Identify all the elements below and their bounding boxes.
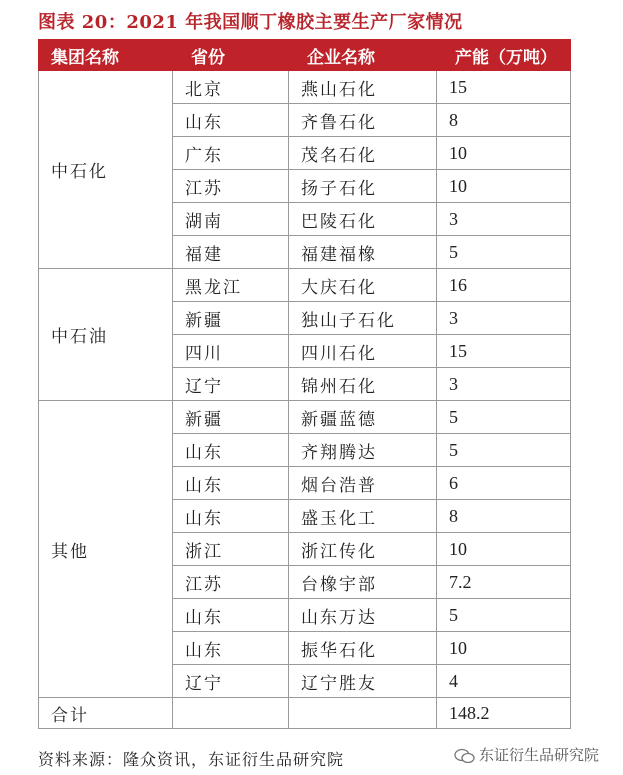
- province-cell: 山东: [173, 500, 289, 533]
- total-empty-cell: [289, 698, 437, 729]
- watermark-text: 东证衍生品研究院: [479, 746, 600, 764]
- province-cell: 广东: [173, 137, 289, 170]
- watermark: [454, 744, 599, 765]
- company-cell: 盛玉化工: [289, 500, 437, 533]
- capacity-cell: 8: [437, 104, 571, 137]
- capacity-cell: 6: [437, 467, 571, 500]
- capacity-cell: 3: [437, 203, 571, 236]
- province-cell: 新疆: [173, 302, 289, 335]
- company-cell: 烟台浩普: [289, 467, 437, 500]
- capacity-cell: 10: [437, 170, 571, 203]
- capacity-cell: 10: [437, 137, 571, 170]
- company-cell: 燕山石化: [289, 71, 437, 104]
- province-cell: 江苏: [173, 170, 289, 203]
- company-cell: 齐翔腾达: [289, 434, 437, 467]
- company-cell: 浙江传化: [289, 533, 437, 566]
- province-cell: 北京: [173, 71, 289, 104]
- capacity-cell: 15: [437, 71, 571, 104]
- company-cell: 福建福橡: [289, 236, 437, 269]
- company-cell: 锦州石化: [289, 368, 437, 401]
- province-cell: 辽宁: [173, 368, 289, 401]
- group-name-cell: 中石化: [39, 71, 173, 269]
- capacity-cell: 15: [437, 335, 571, 368]
- company-cell: 大庆石化: [289, 269, 437, 302]
- capacity-cell: 5: [437, 599, 571, 632]
- province-cell: 山东: [173, 467, 289, 500]
- capacity-cell: 10: [437, 533, 571, 566]
- province-cell: 湖南: [173, 203, 289, 236]
- table-row: [39, 401, 571, 434]
- table-header-row: [39, 40, 571, 71]
- company-cell: 扬子石化: [289, 170, 437, 203]
- table-body: [39, 71, 571, 729]
- company-cell: 巴陵石化: [289, 203, 437, 236]
- company-cell: 新疆蓝德: [289, 401, 437, 434]
- capacity-cell: 5: [437, 401, 571, 434]
- source-note: 资料来源：隆众资讯，东证衍生品研究院: [38, 750, 345, 769]
- capacity-cell: 3: [437, 302, 571, 335]
- capacity-cell: 16: [437, 269, 571, 302]
- total-row: [39, 698, 571, 729]
- company-cell: 齐鲁石化: [289, 104, 437, 137]
- capacity-cell: 7.2: [437, 566, 571, 599]
- capacity-cell: 5: [437, 434, 571, 467]
- province-cell: 四川: [173, 335, 289, 368]
- province-cell: 山东: [173, 434, 289, 467]
- province-cell: 山东: [173, 632, 289, 665]
- province-cell: 山东: [173, 104, 289, 137]
- header-group: 集团名称: [39, 40, 173, 71]
- capacity-cell: 8: [437, 500, 571, 533]
- table-row: [39, 71, 571, 104]
- group-name-cell: 其他: [39, 401, 173, 698]
- capacity-cell: 3: [437, 368, 571, 401]
- province-cell: 福建: [173, 236, 289, 269]
- province-cell: 辽宁: [173, 665, 289, 698]
- header-capacity: 产能（万吨）: [437, 40, 571, 71]
- company-cell: 独山子石化: [289, 302, 437, 335]
- capacity-cell: 10: [437, 632, 571, 665]
- company-cell: 山东万达: [289, 599, 437, 632]
- company-cell: 台橡宇部: [289, 566, 437, 599]
- capacity-cell: 5: [437, 236, 571, 269]
- company-cell: 辽宁胜友: [289, 665, 437, 698]
- capacity-cell: 4: [437, 665, 571, 698]
- company-cell: 振华石化: [289, 632, 437, 665]
- province-cell: 新疆: [173, 401, 289, 434]
- group-name-cell: 中石油: [39, 269, 173, 401]
- table-row: [39, 269, 571, 302]
- wechat-icon: [454, 748, 476, 764]
- total-capacity: 148.2: [437, 698, 571, 729]
- header-company: 企业名称: [289, 40, 437, 71]
- header-province: 省份: [173, 40, 289, 71]
- company-cell: 茂名石化: [289, 137, 437, 170]
- province-cell: 黑龙江: [173, 269, 289, 302]
- figure-title: 图表 20：2021 年我国顺丁橡胶主要生产厂家情况: [38, 12, 463, 33]
- company-cell: 四川石化: [289, 335, 437, 368]
- capacity-table: [38, 39, 571, 729]
- province-cell: 江苏: [173, 566, 289, 599]
- total-empty-cell: [173, 698, 289, 729]
- total-label: 合计: [39, 698, 173, 729]
- province-cell: 浙江: [173, 533, 289, 566]
- province-cell: 山东: [173, 599, 289, 632]
